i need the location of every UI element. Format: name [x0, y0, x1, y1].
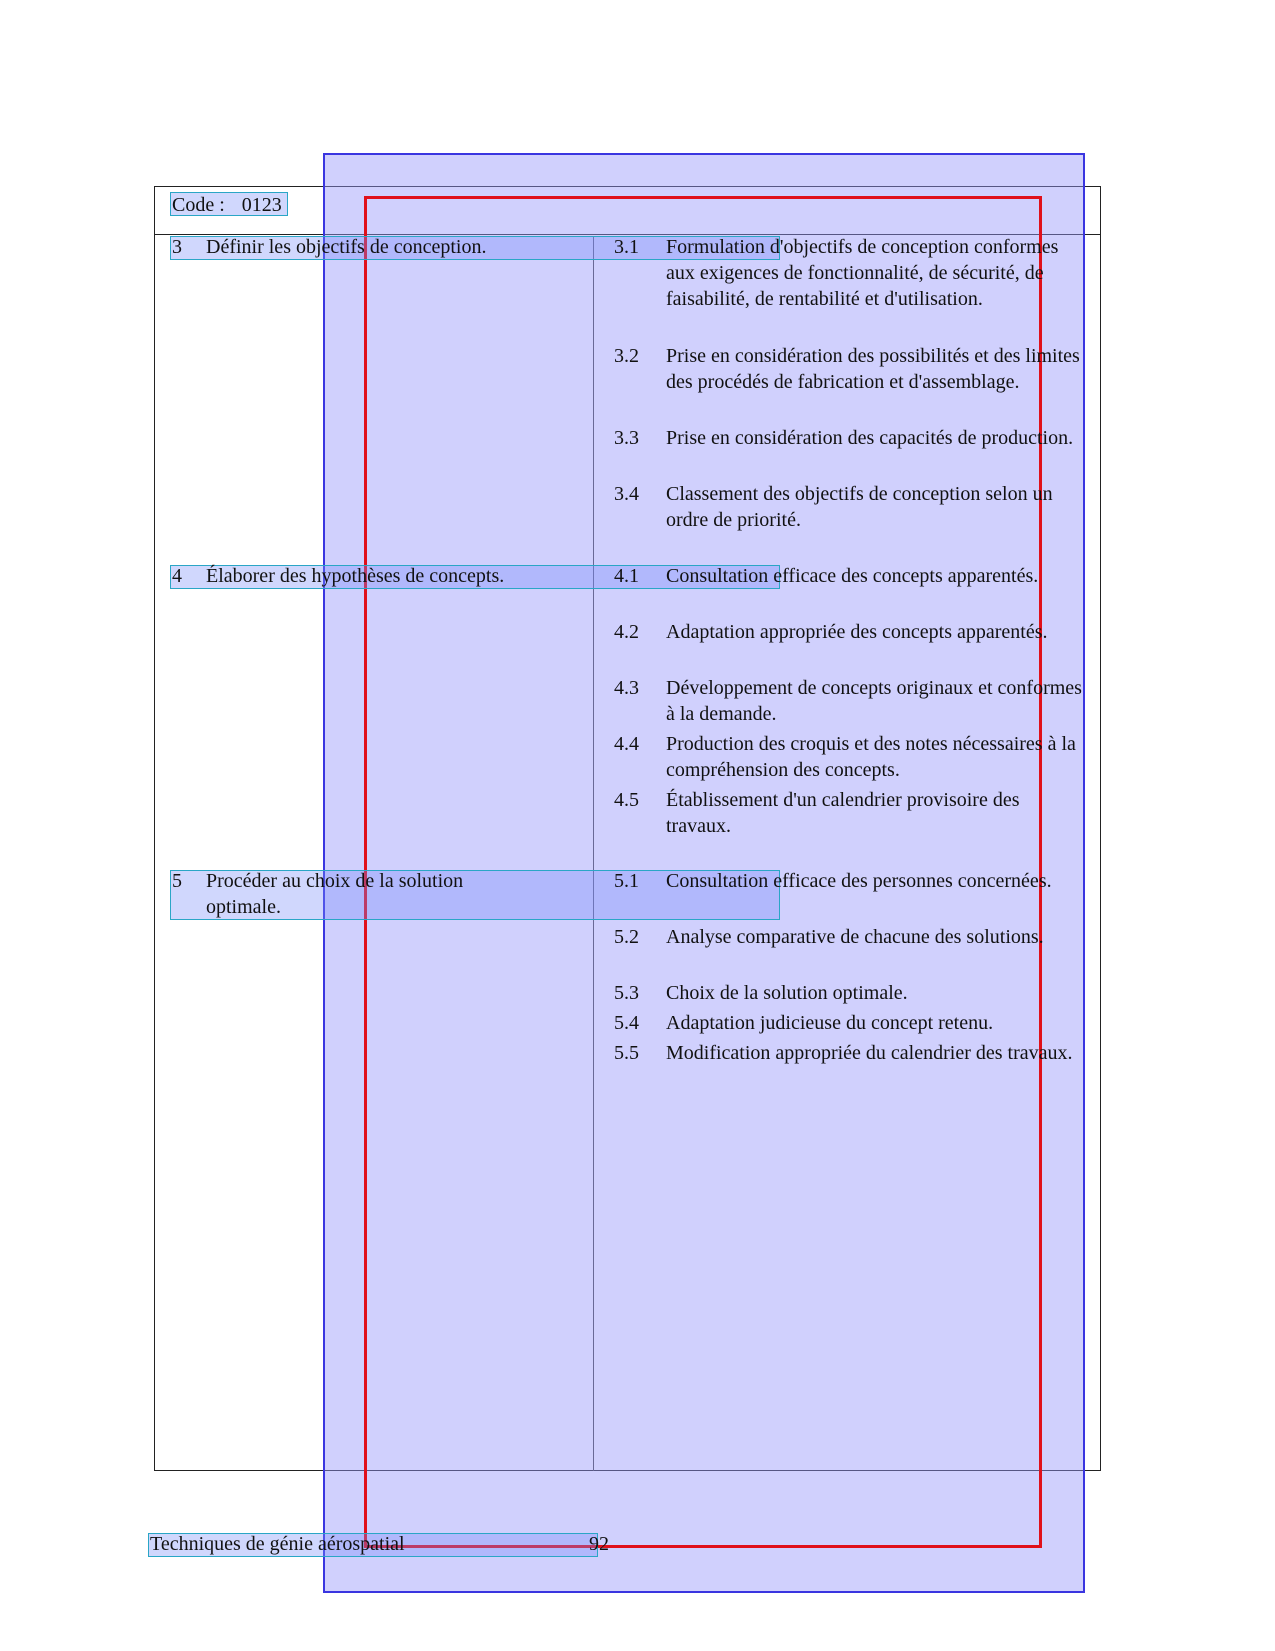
criterion-3-1-text: Formulation d'objectifs de conception conformes aux exigences de fonctionnalité, de sécurité, de faisabilité, de rentabilité et d'utilisation.: [666, 236, 1059, 310]
criterion-4-3-text: Développement de concepts originaux et conformes à la demande.: [666, 677, 1082, 725]
criterion-3-2-number: 3.2: [614, 345, 639, 367]
objective-3-number: 3: [172, 236, 182, 258]
criterion-5-3-number: 5.3: [614, 982, 639, 1004]
objective-5-title-line1: Procéder au choix de la solution: [206, 870, 464, 892]
criterion-4-2-text: Adaptation appropriée des concepts apparentés.: [666, 621, 1048, 643]
criterion-3-1-number: 3.1: [614, 236, 639, 258]
criterion-5-1-number: 5.1: [614, 870, 639, 892]
page-number: 92: [589, 1533, 609, 1555]
code-line: [172, 192, 282, 218]
criterion-4-4-text: Production des croquis et des notes nécessaires à la compréhension des concepts.: [666, 733, 1076, 781]
criterion-3-3-text: Prise en considération des capacités de production.: [666, 427, 1074, 449]
criterion-4-4-number: 4.4: [614, 733, 639, 755]
objective-5-number: 5: [172, 870, 182, 892]
criterion-4-5-text: Établissement d'un calendrier provisoire des travaux.: [666, 789, 1020, 837]
criterion-4-3-number: 4.3: [614, 677, 639, 699]
criterion-3-3-number: 3.3: [614, 427, 639, 449]
criterion-5-2-number: 5.2: [614, 926, 639, 948]
criterion-5-1-text: Consultation efficace des personnes concernées.: [666, 870, 1052, 892]
criterion-5-4-number: 5.4: [614, 1012, 639, 1034]
criterion-4-5-number: 4.5: [614, 789, 639, 811]
criterion-5-4-text: Adaptation judicieuse du concept retenu.: [666, 1012, 994, 1034]
code-label: Code :: [172, 194, 225, 216]
criterion-5-5-text: Modification appropriée du calendrier des travaux.: [666, 1042, 1073, 1064]
objective-5-title-line2: optimale.: [206, 896, 281, 918]
criterion-4-1-text: Consultation efficace des concepts apparentés.: [666, 565, 1039, 587]
criterion-5-5-number: 5.5: [614, 1042, 639, 1064]
criterion-3-4-text: Classement des objectifs de conception selon un ordre de priorité.: [666, 483, 1053, 531]
criterion-4-2-number: 4.2: [614, 621, 639, 643]
code-value: 0123: [241, 194, 282, 216]
criterion-3-4-number: 3.4: [614, 483, 639, 505]
criterion-5-2-text: Analyse comparative de chacune des solutions.: [666, 926, 1044, 948]
criterion-5-3-text: Choix de la solution optimale.: [666, 982, 908, 1004]
objective-4-title: Élaborer des hypothèses de concepts.: [206, 565, 505, 587]
footer-program-title: Techniques de génie aérospatial: [150, 1533, 405, 1555]
objective-4-number: 4: [172, 565, 182, 587]
criterion-4-1-number: 4.1: [614, 565, 639, 587]
criterion-3-2-text: Prise en considération des possibilités et des limites des procédés de fabrication et d'assemblage.: [666, 345, 1080, 393]
objective-3-title: Définir les objectifs de conception.: [206, 236, 487, 258]
